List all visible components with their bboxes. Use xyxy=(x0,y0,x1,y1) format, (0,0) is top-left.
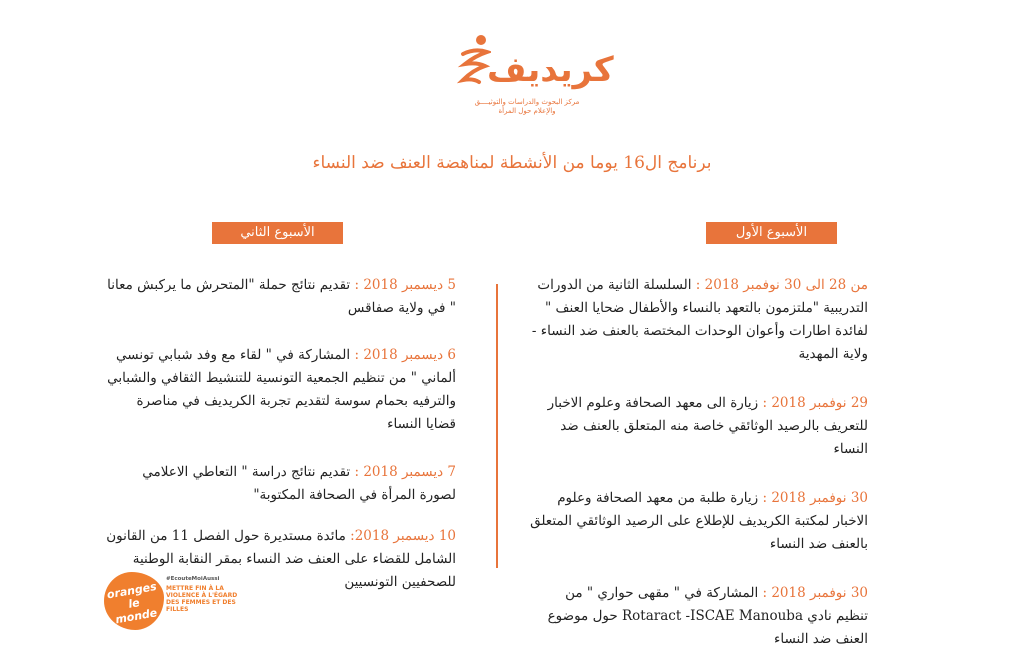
page-title: برنامج ال16 يوما من الأنشطة لمناهضة العنف ضد النساء xyxy=(312,153,712,173)
activity-date: 30 نوفمبر 2018 : xyxy=(762,490,868,506)
activity-date: 5 ديسمبر 2018 : xyxy=(354,277,456,293)
week2-header: الأسبوع الثاني xyxy=(212,222,343,244)
activity-entry xyxy=(104,274,456,320)
activity-text: زيارة الى معهد الصحافة وعلوم الاخبار للتعريف بالرصيد الوثائقي خاصة منه المتعلق بالعنف ضد النساء xyxy=(547,395,868,457)
orange-blob-logo xyxy=(104,572,164,630)
badge-hashtag: #EcouteMoiAussi xyxy=(166,576,220,582)
orange-the-world-badge xyxy=(104,570,239,632)
week2-activities xyxy=(104,274,456,594)
activity-date: 6 ديسمبر 2018 : xyxy=(354,347,456,363)
week1-activities xyxy=(530,274,868,651)
figure-swirl-icon xyxy=(457,34,491,94)
activity-text: تقديم نتائج دراسة " التعاطي الاعلامي لصورة المرأة في الصحافة المكتوبة" xyxy=(142,464,456,503)
activity-text: السلسلة الثانية من الدورات التدريبية "ملتزمون بالتعهد بالنساء والأطفال ضحايا العنف " لفائدة اطارات وأعوان الوحدات المختصة بالعنف ضد النساء - ولاية المهدية xyxy=(531,277,868,362)
activity-entry xyxy=(530,392,868,461)
column-divider xyxy=(496,284,498,568)
activity-entry xyxy=(530,487,868,556)
kredif-logo xyxy=(455,28,614,128)
activity-text: المشاركة في " مقهى حواري " من تنظيم نادي Rotaract -ISCAE Manouba حول موضوع العنف ضد النساء xyxy=(547,585,868,647)
logo-name: كريديف xyxy=(487,50,614,90)
activity-entry xyxy=(530,582,868,651)
activity-date: 10 ديسمبر 2018: xyxy=(350,528,456,544)
badge-caption: METTRE FIN À LA VIOLENCE À L'ÉGARD DES FEMMES ET DES FILLES xyxy=(166,585,238,613)
activity-date: من 28 الى 30 نوفمبر 2018 : xyxy=(695,277,868,293)
activity-text: تقديم نتائج حملة "المتحرش ما يركبش معانا " في ولاية صفاقس xyxy=(107,277,456,316)
activity-date: 7 ديسمبر 2018 : xyxy=(354,464,456,480)
activity-date: 29 نوفمبر 2018 : xyxy=(762,395,868,411)
activity-entry xyxy=(104,344,456,436)
activity-entry xyxy=(530,274,868,366)
activity-text: زيارة طلبة من معهد الصحافة وعلوم الاخبار لمكتبة الكريديف للإطلاع على الرصيد الوثائقي المتعلق بالعنف ضد النساء xyxy=(530,490,868,552)
activity-text: مائدة مستديرة حول الفصل 11 من القانون الشامل للقضاء على العنف ضد النساء بمقر النقابة الوطنية للصحفيين التونسيين xyxy=(106,528,456,590)
activity-date: 30 نوفمبر 2018 : xyxy=(762,585,868,601)
logo-subtitle: مركز البحوث والدراسات والتوثيــــق والإعلام حول المرأة xyxy=(474,98,580,115)
activity-text: المشاركة في " لقاء مع وفد شبابي تونسي ألماني " من تنظيم الجمعية التونسية للتنشيط الثقافي والشبابي والترفيه بحمام سوسة لتقديم تجربة الكريديف في مناصرة قضايا النساء xyxy=(107,347,456,432)
orange-blob-text: oranges le monde xyxy=(105,579,159,627)
week1-header: الأسبوع الأول xyxy=(706,222,837,244)
activity-entry xyxy=(104,461,456,507)
